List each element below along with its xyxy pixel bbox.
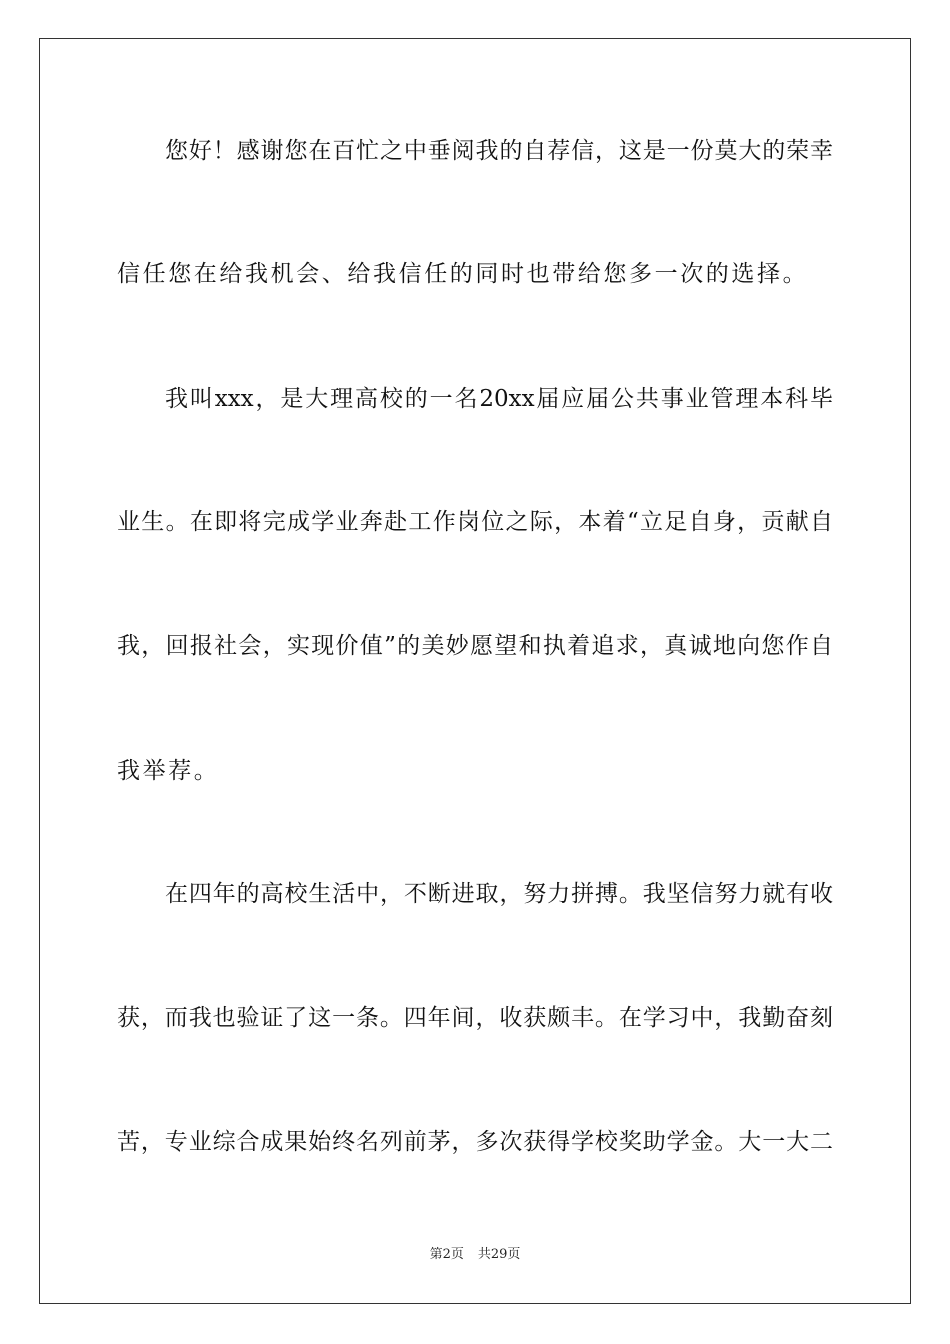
page-frame	[39, 38, 911, 1304]
paragraph-line: 我举荐。	[117, 758, 220, 784]
paragraph-line: 苦，专业综合成果始终名列前茅，多次获得学校奖助学金。大一大二	[117, 1129, 833, 1155]
paragraph-line: 在四年的高校生活中，不断进取，努力拼搏。我坚信努力就有收	[165, 881, 833, 907]
paragraph-line: 获，而我也验证了这一条。四年间，收获颇丰。在学习中，我勤奋刻	[117, 1005, 833, 1031]
page-footer	[0, 1246, 950, 1264]
paragraph-line: 您好！感谢您在百忙之中垂阅我的自荐信，这是一份莫大的荣幸	[165, 138, 833, 164]
paragraph-line: 业生。在即将完成学业奔赴工作岗位之际，本着“立足自身，贡献自	[117, 509, 833, 535]
page-number: 第2页	[429, 1247, 464, 1262]
paragraph-line: 我叫xxx，是大理高校的一名20xx届应届公共事业管理本科毕	[165, 386, 833, 412]
total-pages: 共29页	[477, 1247, 521, 1262]
paragraph-line: 信任您在给我机会、给我信任的同时也带给您多一次的选择。	[117, 261, 809, 287]
paragraph-line: 我，回报社会，实现价值”的美妙愿望和执着追求，真诚地向您作自	[117, 633, 833, 659]
